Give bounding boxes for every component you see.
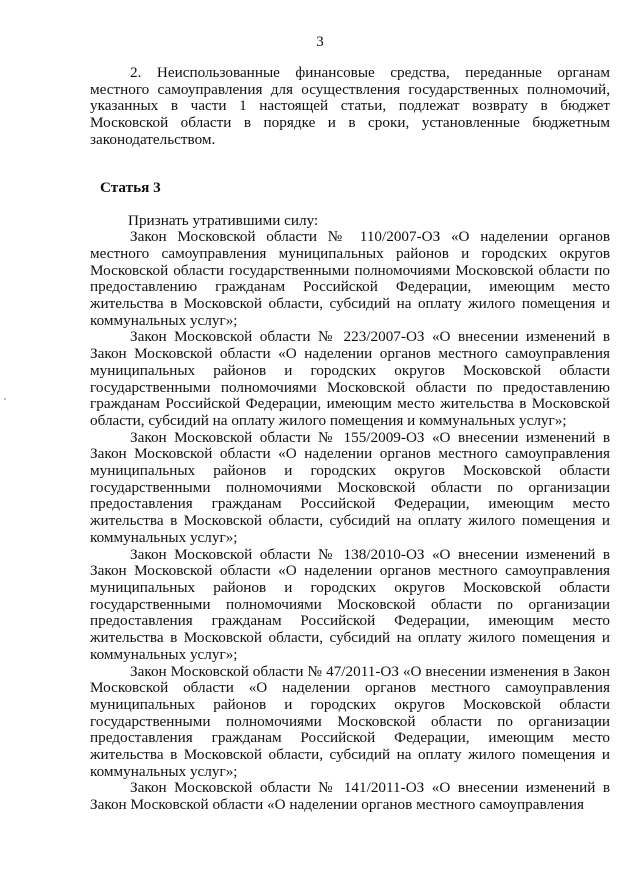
law-item: Закон Московской области № 47/2011-ОЗ «О внесении изменения в Закон Московской области «О наделении органов местного самоуправления муниципальных районов и городских округов Московской области государственными полномочиями Московской области по организации предоставления гражданам Российской Федерации, имеющим место жительства в Московской области, субсидий на оплату жилого помещения и коммунальных услуг»; <box>90 662 610 780</box>
paragraph-2: 2. Неиспользованные финансовые средства, переданные органам местного самоуправления для осуществления государственных полномочий, указанных в части 1 настоящей статьи, подлежат возврату в бюджет Московской области в порядке и в сроки, установленные бюджетным законодательством. <box>90 64 610 148</box>
page-number: 3 <box>316 34 324 50</box>
scan-speck <box>4 398 6 400</box>
repeal-intro: Признать утратившими силу: <box>128 211 319 229</box>
law-item: Закон Московской области № 110/2007-ОЗ «О наделении органов местного самоуправления муниципальных районов и городских округов Московской области государственными полномочиями Московской области по предоставлению гражданам Российской Федерации, имеющим место жительства в Московской области, субсидий на оплату жилого помещения и коммунальных услуг»; <box>90 228 610 329</box>
document-body <box>90 65 610 814</box>
law-item: Закон Московской области № 223/2007-ОЗ «О внесении изменений в Закон Московской области «О наделении органов местного самоуправления муниципальных районов и городских округов Московской области государственными полномочиями Московской области по предоставлению гражданам Российской Федерации, имеющим место жительства в Московской области, субсидий на оплату жилого помещения и коммунальных услуг»; <box>90 328 610 429</box>
article-heading: Статья 3 <box>100 178 161 196</box>
law-item: Закон Московской области № 155/2009-ОЗ «О внесении изменений в Закон Московской области «О наделении органов местного самоуправления муниципальных районов и городских округов Московской области государственными полномочиями Московской области по организации предоставления гражданам Российской Федерации, имеющим место жительства в Московской области, субсидий на оплату жилого помещения и коммунальных услуг»; <box>90 428 610 546</box>
law-item: Закон Московской области № 141/2011-ОЗ «О внесении изменений в Закон Московской области «О наделении органов местного самоуправления <box>90 779 610 814</box>
law-item: Закон Московской области № 138/2010-ОЗ «О внесении изменений в Закон Московской области «О наделении органов местного самоуправления муниципальных районов и городских округов Московской области государственными полномочиями Московской области по организации предоставления гражданам Российской Федерации, имеющим место жительства в Московской области, субсидий на оплату жилого помещения и коммунальных услуг»; <box>90 545 610 663</box>
